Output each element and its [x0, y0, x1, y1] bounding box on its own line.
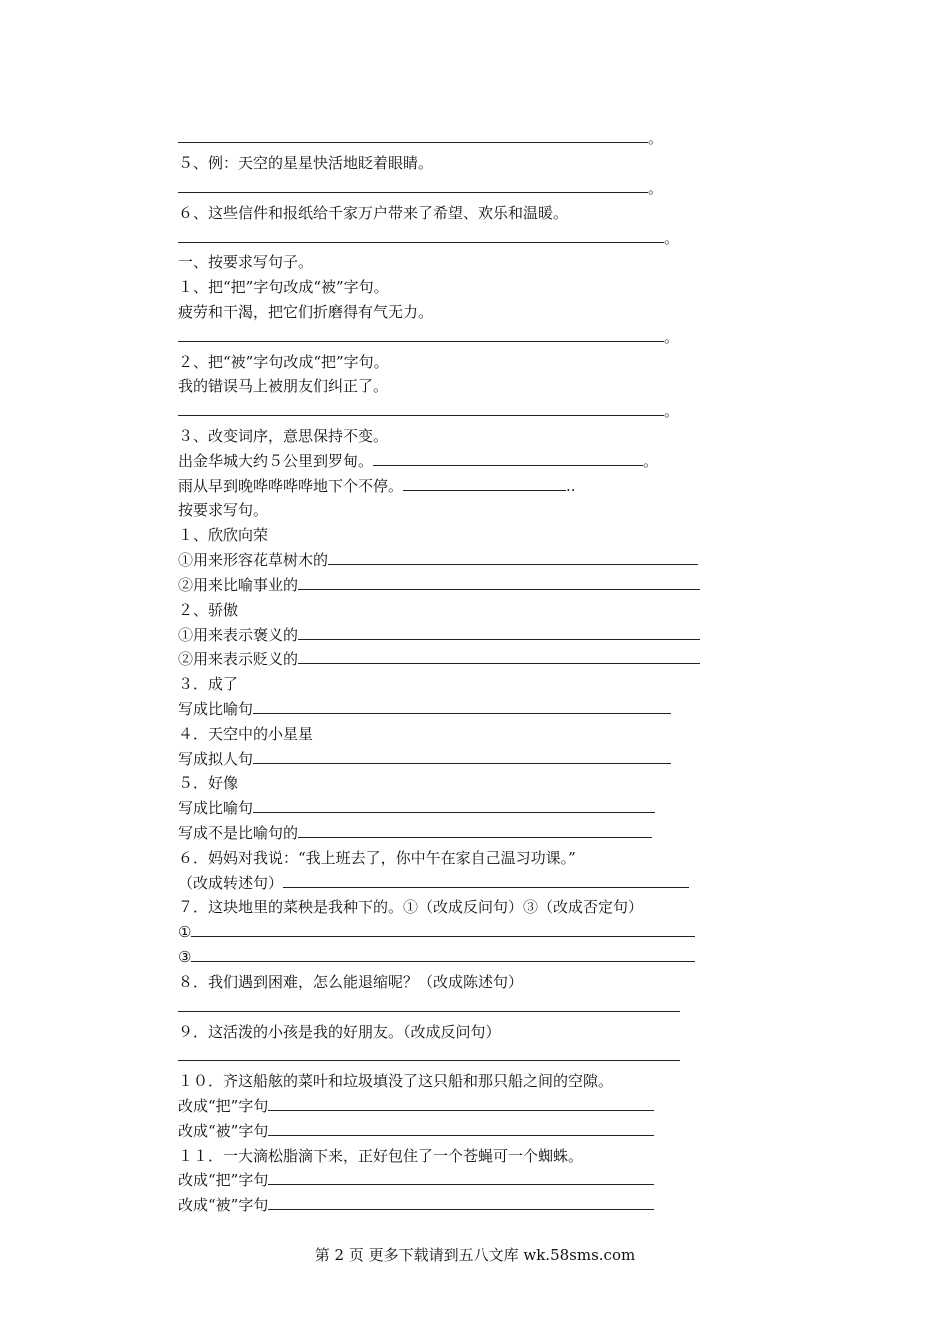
item-6-sentence: ６．妈妈对我说：“我上班去了，你中午在家自己温习功课。”: [178, 849, 576, 867]
word-2: ２、骄傲: [178, 601, 239, 619]
word-5-task-b: 写成不是比喻句的: [178, 823, 652, 843]
word-3: ３．成了: [178, 675, 239, 693]
word-2-use-a: ①用来表示褒义的: [178, 625, 700, 645]
word-2-use-b: ②用来表示贬义的: [178, 649, 700, 669]
item-3-sentence-a: 出金华城大约５公里到罗甸。 。: [178, 452, 659, 470]
item-2-sentence: 我的错误马上被朋友们纠正了。: [178, 377, 389, 395]
item-7-answer-a: ①: [178, 922, 695, 942]
item-3-sentence-b: 雨从早到晚哗哗哗哗地下个不停。 ..: [178, 477, 576, 495]
page-footer: 第 2 页 更多下载请到五八文库 wk.58sms.com: [314, 1246, 636, 1264]
answer-line-1: 。: [178, 128, 663, 148]
word-3-task: 写成比喻句: [178, 699, 671, 719]
example-6: ６、这些信件和报纸给千家万户带来了希望、欢乐和温暖。: [178, 204, 569, 222]
answer-line-3: 。: [178, 228, 679, 248]
answer-line-5: 。: [178, 401, 679, 421]
item-11-sentence: １１．一大滴松脂滴下来，正好包住了一个苍蝇可一个蜘蛛。: [178, 1147, 584, 1165]
item-2-instruction: ２、把“被”字句改成“把”字句。: [178, 353, 389, 371]
answer-line-2: 。: [178, 178, 663, 198]
word-4-task: 写成拟人句: [178, 749, 671, 769]
item-11-task-a: 改成“把”字句: [178, 1170, 654, 1190]
item-10-task-a: 改成“把”字句: [178, 1096, 654, 1116]
word-4: ４．天空中的小星星: [178, 725, 314, 743]
item-6-task: （改成转述句）: [178, 873, 689, 893]
word-1: １、欣欣向荣: [178, 526, 269, 544]
item-10-sentence: １０．齐这船舷的菜叶和垃圾填没了这只船和那只船之间的空隙。: [178, 1072, 614, 1090]
word-5: ５．好像: [178, 774, 239, 792]
example-5: ５、例：天空的星星快活地眨着眼睛。: [178, 154, 434, 172]
item-8-sentence: ８．我们遇到困难，怎么能退缩呢？（改成陈述句）: [178, 973, 524, 991]
item-8-answer: [178, 997, 680, 1017]
word-5-task-a: 写成比喻句: [178, 798, 655, 818]
item-1-instruction: １、把“把”字句改成“被”字句。: [178, 278, 389, 296]
item-3-instruction: ３、改变词序，意思保持不变。: [178, 427, 389, 445]
item-7-sentence: ７．这块地里的菜秧是我种下的。①（改成反问句）③（改成否定句）: [178, 898, 644, 916]
answer-line-4: 。: [178, 327, 679, 347]
word-1-use-b: ②用来比喻事业的: [178, 575, 700, 595]
item-9-answer: [178, 1046, 680, 1066]
item-7-answer-b: ③: [178, 947, 695, 967]
item-11-task-b: 改成“被”字句: [178, 1195, 654, 1215]
item-10-task-b: 改成“被”字句: [178, 1121, 654, 1141]
item-1-sentence: 疲劳和干渴，把它们折磨得有气无力。: [178, 303, 434, 321]
item-9-sentence: ９．这活泼的小孩是我的好朋友。（改成反问句）: [178, 1023, 501, 1041]
section-heading: 一、按要求写句子。: [178, 253, 314, 271]
subsection-heading: 按要求写句。: [178, 501, 269, 519]
word-1-use-a: ①用来形容花草树木的: [178, 550, 698, 570]
